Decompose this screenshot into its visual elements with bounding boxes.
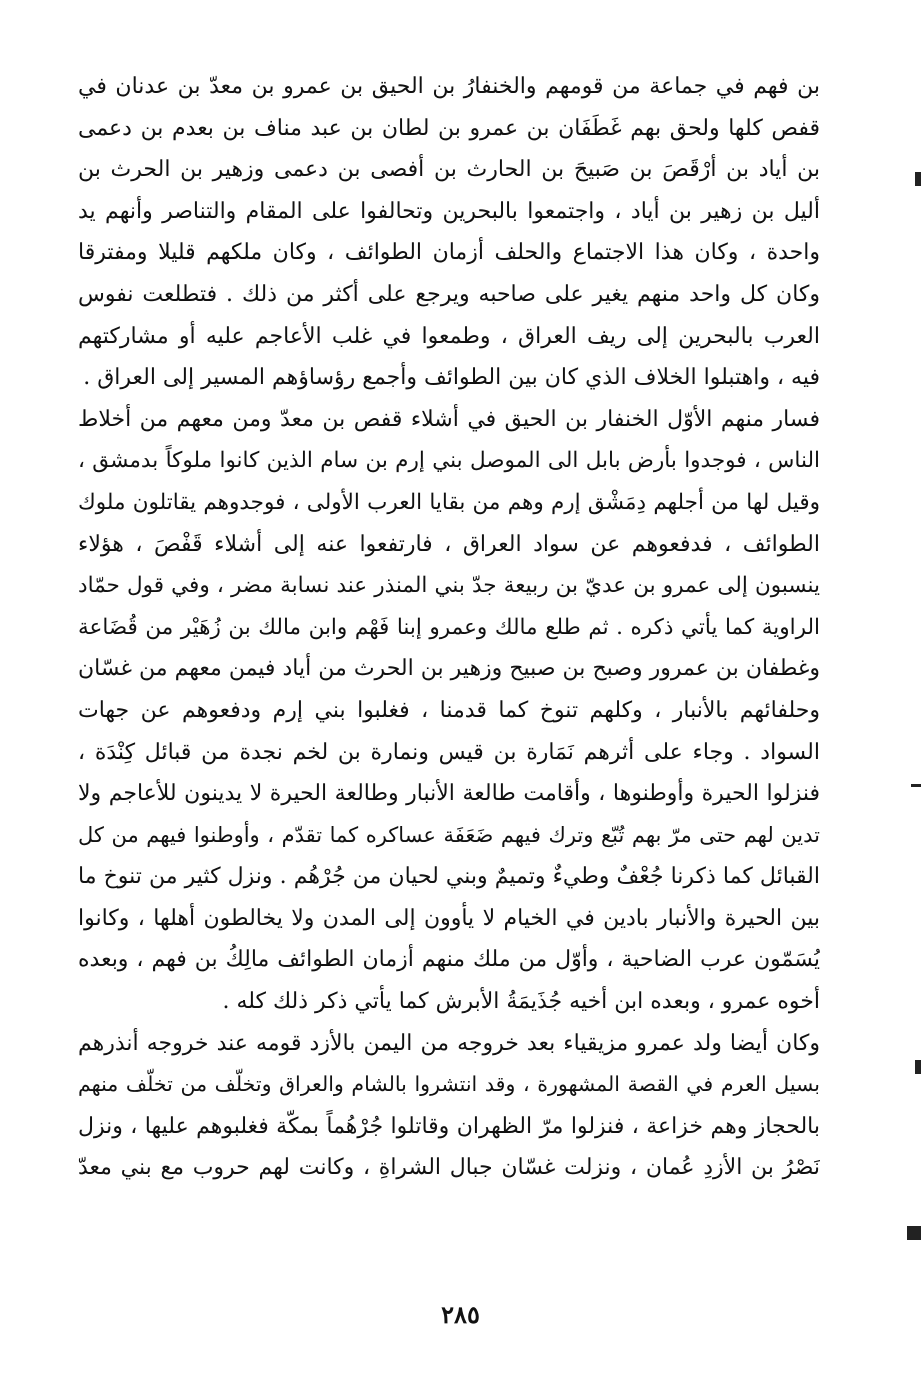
text-line: الطوائف ، فدفعوهم عن سواد العراق ، فارتفعوا عنه إلى أشلاء قَفْصَ ، هؤلاء: [78, 531, 820, 557]
margin-mark: [907, 1226, 921, 1240]
body-text: [78, 66, 820, 1189]
margin-mark: [915, 1060, 921, 1074]
text-line: وغطفان بن عمرور وصبح بن صبيح وزهير بن الحرث من أياد فيمن معهم من غسّان: [78, 656, 820, 682]
margin-mark: [915, 172, 921, 186]
text-line: فسار منهم الأوّل الخنفار بن الحيق في أشلاء قفص بن معدّ ومن معهم من أخلاط: [78, 406, 820, 432]
text-line: بسيل العرم في القصة المشهورة ، وقد انتشروا بالشام والعراق وتخلّف من تخلّف منهم: [78, 1072, 820, 1097]
text-line: ينسبون إلى عمرو بن عديّ بن ربيعة جدّ بني المنذر عند نسابة مضر ، وفي قول حمّاد: [78, 573, 820, 599]
page-number: ٢٨٥: [441, 1300, 480, 1329]
text-line: الراوية كما يأتي ذكره . ثم طلع مالك وعمرو إبنا فَهْم وابن مالك بن زُهَيْر من قُضَاعة: [78, 614, 820, 640]
text-line: وكان كل واحد منهم يغير على صاحبه ويرجع على أكثر من ذلك . فتطلعت نفوس: [78, 281, 820, 307]
text-line: أخوه عمرو ، وبعده ابن أخيه جُذَيمَةُ الأبرش كما يأتي ذكر ذلك كله .: [222, 989, 820, 1015]
margin-mark: [911, 784, 921, 787]
text-line: القبائل كما ذكرنا جُعْفٌ وطيءٌ وتميمٌ وبني لحيان من جُرْهُم . ونزل كثير من تنوخ ما: [78, 864, 820, 890]
text-line: الناس ، فوجدوا بأرض بابل الى الموصل بني إرم بن سام الذين كانوا ملوكاً بدمشق ،: [78, 448, 820, 474]
text-line: تدين لهم حتى مرّ بهم تُبّع وترك فيهم ضَعَفَة عساكره كما تقدّم ، وأوطنوا فيهم من كل: [78, 822, 820, 847]
text-line: نَصْرُ بن الأزدِ عُمان ، ونزلت غسّان جبال الشراةِ ، وكانت لهم حروب مع بني معدّ: [78, 1155, 820, 1181]
text-line: يُسَمّون عرب الضاحية ، وأوّل من ملك منهم أزمان الطوائف مالِكُ بن فهم ، وبعده: [78, 947, 820, 973]
text-line: أليل بن زهير بن أياد ، واجتمعوا بالبحرين وتحالفوا على المقام والتناصر وأنهم يد: [78, 198, 820, 224]
text-line: السواد . وجاء على أثرهم نَمَارة بن قيس ونمارة بن لخم نجدة من قبائل كِنْدَة ،: [78, 739, 820, 765]
text-line: فيه ، واهتبلوا الخلاف الذي كان بين الطوائف وأجمع رؤساؤهم المسير إلى العراق .: [83, 365, 820, 391]
text-line: وكان أيضا ولد عمرو مزيقياء بعد خروجه من اليمن بالأزد قومه عند خروجه أنذرهم: [78, 1030, 820, 1056]
text-line: فنزلوا الحيرة وأوطنوها ، وأقامت طالعة الأنبار وطالعة الحيرة لا يدينون للأعاجم ولا: [78, 781, 820, 807]
text-line: بالحجاز وهم خزاعة ، فنزلوا مرّ الظهران وقاتلوا جُرْهُماً بمكّة فغلبوهم عليها ، ونزل: [78, 1113, 820, 1139]
text-line: وقيل لها من أجلهم دِمَشْق إرم وهم من بقايا العرب الأولى ، فوجدوهم يقاتلون ملوك: [78, 489, 820, 515]
text-line: بن أياد بن أرْقَصَ بن صَبيحَ بن الحارث بن أفصى بن دعمى وزهير بن الحرث بن: [78, 157, 820, 183]
text-line: بن فهم في جماعة من قومهم والخنفارُ بن الحيق بن عمرو بن معدّ بن عدنان في: [78, 74, 820, 99]
text-line: بين الحيرة والأنبار بادين في الخيام لا يأوون إلى المدن ولا يخالطون أهلها ، وكانوا: [78, 905, 820, 931]
text-line: قفص كلها ولحق بهم غَطَفَان بن عمرو بن لطان بن عبد مناف بن بعدم بن دعمى: [78, 115, 820, 141]
text-line: وحلفائهم بالأنبار ، وكلهم تنوخ كما قدمنا ، فغلبوا بني إرم ودفعوهم عن جهات: [78, 697, 820, 723]
text-line: واحدة ، وكان هذا الاجتماع والحلف أزمان الطوائف ، وكان ملكهم قليلا ومفترقا: [78, 240, 820, 266]
text-line: العرب بالبحرين إلى ريف العراق ، وطمعوا في غلب الأعاجم عليه أو مشاركتهم: [78, 323, 820, 349]
